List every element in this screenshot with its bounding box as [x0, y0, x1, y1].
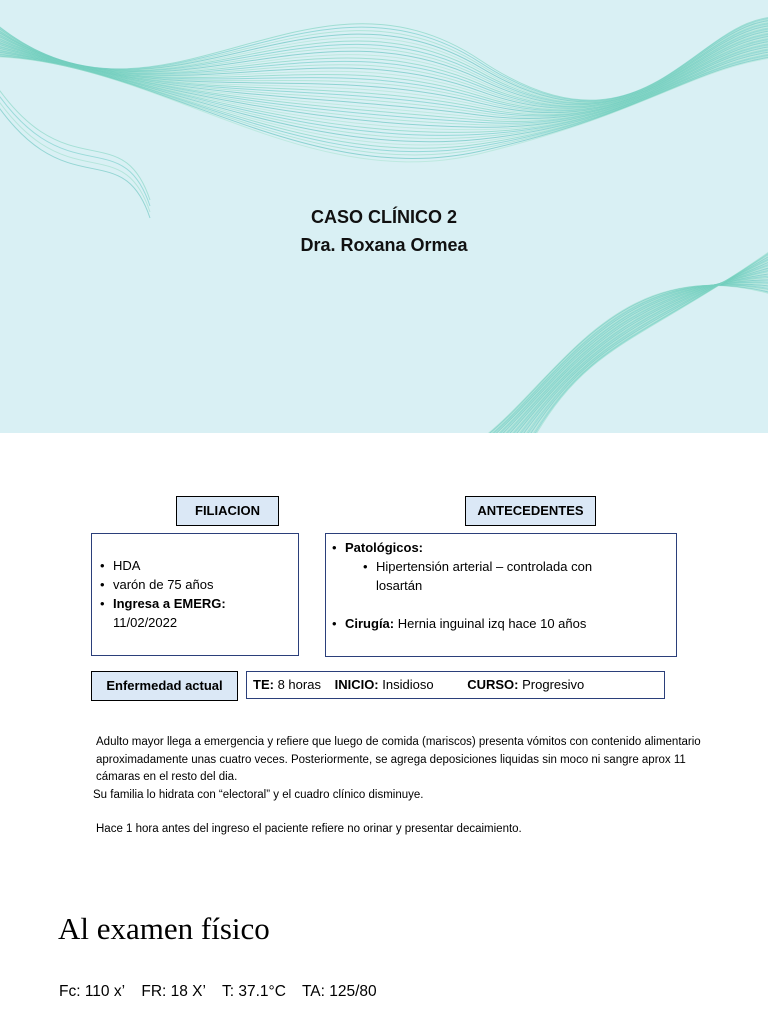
list-item [96, 594, 298, 632]
wave-line [524, 248, 768, 433]
wave-line [0, 72, 150, 212]
enfermedad-box [246, 671, 665, 699]
filiacion-list [96, 556, 298, 632]
case-narrative [93, 734, 726, 839]
antecedentes-header: ANTECEDENTES [465, 496, 596, 526]
ingreso-date: 11/02/2022 [113, 615, 178, 630]
narrative-p1: Adulto mayor llega a emergencia y refiere que luego de comida (mariscos) presenta vómitos con contenido alimentario aproximadamente unas cuatro veces. Posteriormente, se agrega deposiciones liquidas sin moco ni sangre aprox 11 cámaras en el resto del dia. [96, 736, 701, 783]
case-slide [0, 433, 768, 1024]
te-label: TE: [253, 677, 274, 692]
wave-line [0, 52, 768, 151]
vital-fr: FR: 18 X’ [141, 983, 206, 1000]
vital-t: T: 37.1°C [222, 983, 286, 1000]
te-row [253, 672, 584, 698]
cirugia-value: Hernia inguinal izq hace 10 años [397, 616, 587, 631]
wave-line [531, 239, 768, 433]
slide-title: CASO CLÍNICO 2 [310, 207, 457, 227]
wave-line [528, 242, 768, 433]
wave-line [533, 237, 768, 433]
antecedentes-list [328, 538, 676, 633]
title-slide [0, 0, 768, 433]
filiacion-box [91, 533, 299, 656]
narrative-p3: Hace 1 hora antes del ingreso el paciente refiere no orinar y presentar decaimiento. [96, 823, 522, 835]
list-item [328, 538, 676, 595]
patologicos-label: Patológicos: [345, 540, 424, 555]
wave-line [530, 241, 768, 433]
wave-line [0, 66, 150, 206]
vital-ta: TA: 125/80 [301, 983, 377, 1000]
list-item [328, 614, 676, 633]
filiacion-header: FILIACION [176, 496, 279, 526]
list-item: • varón de 75 años [96, 575, 298, 594]
vitals-row [59, 983, 389, 1001]
exam-title: Al examen físico [58, 911, 270, 946]
wave-line [525, 246, 768, 433]
title-block [0, 203, 768, 259]
enfermedad-header: Enfermedad actual [91, 671, 238, 701]
wave-line [0, 78, 150, 218]
curso-value: Progresivo [522, 677, 585, 692]
inicio-value: Insidioso [382, 677, 434, 692]
wave-line [527, 244, 768, 433]
wave-line [0, 41, 768, 123]
cirugia-label: Cirugía: [345, 616, 395, 631]
vital-fc: Fc: 110 x’ [59, 983, 126, 1000]
inicio-label: INICIO: [334, 677, 379, 692]
te-value: 8 horas [277, 677, 321, 692]
narrative-p2: Su familia lo hidrata con “electoral” y el cuadro clínico disminuye. [93, 788, 424, 801]
list-item: • Hipertensión arterial – controlada con losartán [359, 557, 629, 595]
antecedentes-box [325, 533, 677, 657]
wave-line [0, 52, 768, 149]
ingreso-label: Ingresa a EMERG: [113, 596, 226, 611]
patologicos-list [359, 557, 629, 595]
list-item: • HDA [96, 556, 298, 575]
slide-author: Dra. Roxana Ormea [300, 235, 468, 255]
curso-label: CURSO: [467, 677, 519, 692]
